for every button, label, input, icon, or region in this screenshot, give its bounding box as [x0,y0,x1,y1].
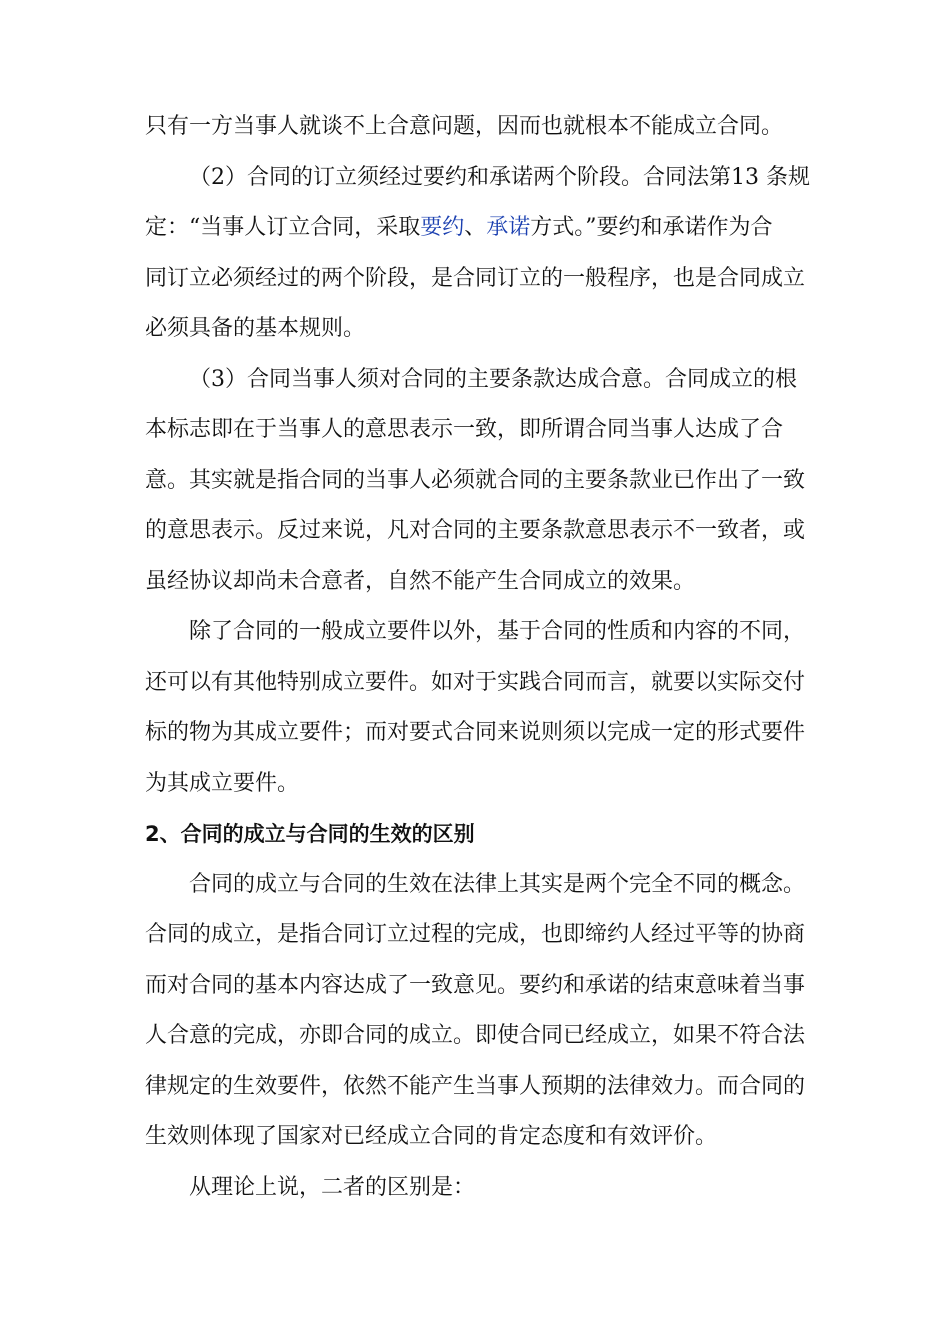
text-line: 同订立必须经过的两个阶段，是合同订立的一般程序，也是合同成立 [145,265,806,291]
paragraph-continuation [145,102,817,153]
text-line-with-links [145,203,817,254]
paragraph-special-requirements [145,607,817,809]
paragraph-offer-acceptance [145,153,817,355]
text-line: 除了合同的一般成立要件以外，基于合同的性质和内容的不同， [189,619,806,644]
text-line: 本标志即在于当事人的意思表示一致，即所谓合同当事人达成了合 [145,417,784,442]
text-line: 必须具备的基本规则。 [145,316,366,341]
text-line: 意。其实就是指合同的当事人必须就合同的主要条款业已作出了一致 [145,467,806,493]
text-segment: 定：“当事人订立合同，采取 [145,215,421,240]
heading-text: 2、合同的成立与合同的生效的区别 [145,822,475,846]
text-line: 还可以有其他特别成立要件。如对于实践合同而言，就要以实际交付 [145,669,806,695]
text-line: 生效则体现了国家对已经成立合同的肯定态度和有效评价。 [145,1124,718,1149]
link-offer[interactable]: 要约 [420,215,465,240]
text-line: 的意思表示。反过来说，凡对合同的主要条款意思表示不一致者，或 [145,518,806,543]
text-line: 标的物为其成立要件；而对要式合同来说则须以完成一定的形式要件 [145,720,806,745]
text-line: 虽经协议却尚未合意者，自然不能产生合同成立的效果。 [145,568,696,594]
text-line: 合同的成立与合同的生效在法律上其实是两个完全不同的概念。 [189,871,806,897]
text-line: 而对合同的基本内容达成了一致意见。要约和承诺的结束意味着当事 [145,972,806,998]
paragraph-consensus [145,355,817,608]
text-segment: 方式。”要约和承诺作为合 [530,215,773,240]
document-page [145,102,817,1213]
text-line: 合同的成立，是指合同订立过程的完成，也即缔约人经过平等的协商 [145,922,806,947]
paragraph-formation-vs-effect [145,860,817,1163]
paragraph-theory [145,1163,817,1214]
text-segment: 、 [464,215,487,240]
text-line: 只有一方当事人就谈不上合意问题，因而也就根本不能成立合同。 [145,114,784,139]
text-line: （2）合同的订立须经过要约和承诺两个阶段。合同法第13 条规 [189,164,810,190]
text-line: 人合意的完成，亦即合同的成立。即使合同已经成立，如果不符合法 [145,1023,806,1048]
section-heading [145,809,817,860]
text-line: 从理论上说，二者的区别是： [189,1174,476,1200]
text-line: 律规定的生效要件，依然不能产生当事人预期的法律效力。而合同的 [145,1073,806,1099]
text-line: 为其成立要件。 [145,770,300,796]
text-line: （3）合同当事人须对合同的主要条款达成合意。合同成立的根 [189,366,797,392]
link-acceptance[interactable]: 承诺 [486,215,531,240]
